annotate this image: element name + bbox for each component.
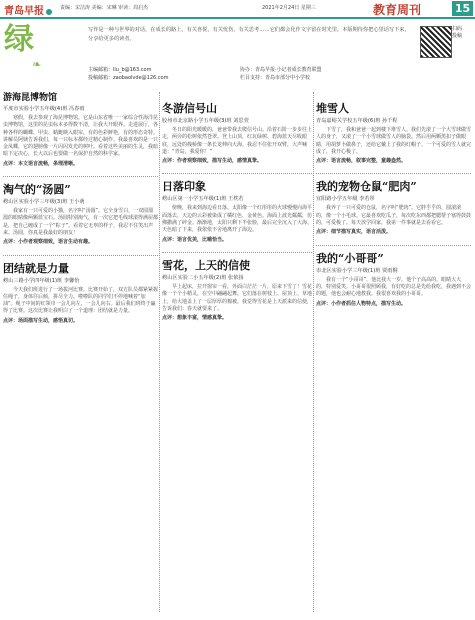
article-comment: 点评：小作者观察细致，语言生动有趣。	[3, 239, 94, 246]
article-title: 团结就是力量	[3, 261, 69, 275]
article-title: 我的“小哥哥”	[316, 251, 384, 265]
article-title: 游海昆博物馆	[3, 93, 58, 103]
article-byline: 崂山区第一小学五年级(1)班 王枕若	[162, 196, 244, 203]
column-divider	[159, 92, 160, 612]
article-body: 傍晚，我来到海边看日落。太阳像一个红彤彤的火球慢慢向海平面落去，天边的云彩被染成了橘红色、金黄色。海面上波光粼粼，仿佛撒满了碎金。渐渐地，太阳只剩下半张脸，最后完全沉入了大海。天色暗了下来，我依依不舍地离开了海边。	[162, 205, 313, 234]
article-comment: 点评：想象丰富，情感真挚。	[162, 315, 228, 322]
editor-info	[88, 66, 228, 82]
article-title: 日落印象	[162, 180, 206, 194]
article-body: 下雪了，我和爸爸一起到楼下堆雪人。我们先滚了一个大雪球做雪人的身子，又滚了一个小雪球做雪人的脑袋。然后用两颗黑扣子做眼睛，用胡萝卜做鼻子，还给它戴上了我的红帽子。一个可爱的雪人就完成了，我开心极了。	[316, 127, 472, 155]
article-body: 早上起床，拉开窗帘一看，外面白茫茫一片，原来下雪了！雪花像一个个小精灵，在空中翩翩起舞。它们落在树枝上、屋顶上、草地上，给大地盖上了一层厚厚的棉被。我觉得雪花是上天派来的信使，告诉我们：春天就要来了。	[162, 283, 313, 312]
article	[162, 102, 312, 165]
submission-email: 投稿邮箱：zaobaolvde@126.com	[88, 75, 169, 81]
newspaper-logo: 青岛早报	[4, 2, 52, 17]
article-byline: 崂山区实验小学三年级(3)班 王小萌	[3, 199, 85, 206]
sponsor-line-1: 协办：青岛早报·小记者成长教育联盟	[240, 67, 322, 73]
masthead-credits: 责编：宋洁涛 美编：宋琳 审读：周启杰	[60, 5, 149, 11]
sponsor-info	[240, 66, 430, 82]
divider	[3, 255, 158, 256]
article-comment: 点评：细节描写真实，语言活泼。	[316, 229, 392, 236]
editor-email: 主编邮箱：liu_b@163.com	[88, 67, 152, 73]
page-header	[0, 0, 475, 19]
column-divider	[313, 92, 314, 612]
article	[316, 102, 471, 165]
article-byline: 崂山三路小学四年级(1)班 李馨怡	[3, 277, 80, 284]
article-body: 我家有一只可爱的小猫，名字叫“汤圆”。它全身雪白，一双圆溜溜的眼睛像两颗蓝宝石。汤圆特别淘气，有一次它把毛线球滚得满屋都是，把自己缠成了一个“粽子”。看着它无辜的样子，我忍不住笑出声来。汤圆，你真是我最好的朋友！	[3, 208, 159, 236]
article-byline: 崂山区实验二小五年级(2)班 张依扬	[162, 274, 244, 281]
section-title: 教育周刊	[373, 3, 422, 17]
column-banner	[0, 22, 475, 90]
divider	[162, 173, 312, 174]
column-right	[316, 92, 471, 316]
article	[3, 183, 158, 246]
divider	[316, 173, 471, 174]
article-title: 我的宠物仓鼠“肥肉”	[316, 180, 417, 194]
article-body: 寒假，我去参观了海昆博物馆。它是山东省唯一一家综合性海洋昆虫博物馆，这里的昆虫标本多得数不清，让我大开眼界。走进展厅，各种各样的蝴蝶、甲虫、蜻蜓映入眼帘，有的色彩鲜艳，有的形态奇特。讲解员阿姨告诉我们，每一只标本都经过精心制作。我最喜欢的是一只金凤蝶，它的翅膀像一片闪闪发光的树叶。看着这些美丽的生灵，我暗暗下定决心，长大以后也要做一名保护自然的科学家。	[3, 115, 159, 158]
article-body: 我有一个“小哥哥”，他比我大一岁。他个子高高的，眼睛大大的，特别爱笑。小哥哥很照顾我，有好吃的总是先给我吃，我遇到不会的题，他也会耐心地教我。我很喜欢我的小哥哥。	[316, 276, 472, 298]
article	[162, 259, 312, 322]
logo-dot-icon	[46, 9, 52, 15]
article-byline: 青岛嘉峪关学校五年级(6)班 孙千程	[316, 118, 398, 124]
article-body: 今天我们班进行了一场拔河比赛。比赛开始了，双方队员都紧紧握住绳子，身体往后倾，拼尽全力。啦啦队的同学们不停地喊着“加油”。绳子中间的红领巾一会儿向左，一会儿向右。最后我们班终于赢得了比赛。这次比赛让我明白了一个道理：团结就是力量。	[3, 286, 159, 315]
article-body: 冬日的阳光暖暖的，爸爸带我去爬信号山。沿着石阶一步步往上走，两旁的松树依然苍翠。登上山顶，红瓦绿树、碧海蓝天尽收眼底，远处的栈桥像一条长龙伸向大海。我忍不住张开双臂，大声喊道：“青岛，我爱你！”	[162, 127, 313, 155]
article-comment: 点评：小作者抓住人物特点，描写生动。	[316, 300, 407, 307]
article-title: 堆雪人	[316, 102, 349, 115]
article-title: 淘气的“汤圆”	[3, 183, 71, 197]
qr-caption: 扫码投稿	[452, 26, 463, 39]
leaf-icon: ❧	[32, 58, 42, 71]
article-byline: 平度市实验小学五年级(4)班 冯春雨	[3, 106, 85, 112]
article-title: 雪花，上天的信使	[162, 258, 250, 272]
column-intro: 写作是一种与世界的对话，在成长的路上，有关喜悦，有关忧伤，有关思考……它们都会化作文字留在时光里。本版期待你把心里话写下来，分享给更多的读者。	[88, 27, 410, 42]
article-comment: 点评：本文语言流畅，条理清晰。	[3, 160, 79, 167]
divider	[3, 176, 158, 177]
sponsor-line-2: 栏目支持：青岛市部分中小学校	[240, 75, 311, 81]
article-body: 我养了一只可爱的仓鼠，名字叫“肥肉”。它胖乎乎的，圆滚滚的，像一个小毛球。它最喜欢吃瓜子，每次吃东西都把腮帮子塞得鼓鼓的，可爱极了。每天放学回家，我第一件事就是去看看它。	[316, 205, 472, 227]
article	[162, 180, 312, 243]
page-number: 15	[452, 1, 473, 16]
article-comment: 点评：作者观察细致，描写生动，感情真挚。	[162, 158, 263, 165]
divider	[316, 245, 471, 246]
article-comment: 点评：语言流畅，叙事完整，童趣盎然。	[316, 158, 407, 165]
article-comment: 点评：语言优美，比喻恰当。	[162, 236, 228, 243]
qr-code-icon	[420, 26, 452, 58]
banner-title: 绿	[4, 22, 34, 57]
article-byline: 胶州市北京路小学五年级(3)班 刘思萱	[162, 118, 249, 124]
column-middle	[162, 92, 312, 330]
article-comment: 点评：场面描写生动，感悟真切。	[3, 317, 79, 324]
column-left	[3, 92, 158, 333]
article	[316, 180, 471, 236]
article-byline: 市北区实验小学三年级(1)班 贾雨桐	[316, 267, 398, 274]
article	[316, 252, 471, 308]
article-title: 冬游信号山	[162, 102, 217, 115]
divider	[162, 252, 312, 253]
article	[3, 262, 158, 325]
issue-date: 2021年2月24日 星期三	[262, 5, 316, 11]
article	[3, 92, 158, 168]
article-byline: 宜阳路小学五年级 李若彤	[316, 196, 375, 203]
